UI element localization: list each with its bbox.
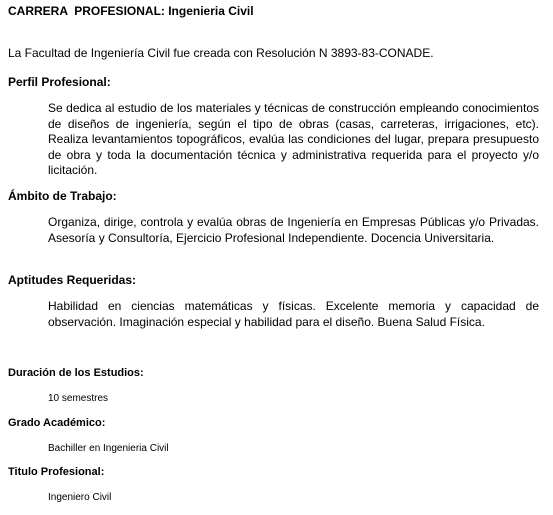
- titulo-value: Ingeniero Civil: [48, 492, 112, 503]
- aptitudes-heading: Aptitudes Requeridas:: [8, 273, 137, 287]
- duracion-value: 10 semestres: [48, 393, 109, 404]
- perfil-heading: Perfil Profesional:: [8, 75, 111, 89]
- intro-text: La Facultad de Ingeniería Civil fue creada con Resolución N 3893-83-CONADE.: [8, 46, 434, 60]
- grado-heading: Grado Académico:: [8, 417, 106, 429]
- ambito-heading: Ámbito de Trabajo:: [8, 189, 117, 203]
- titulo-heading: Titulo Profesional:: [8, 466, 105, 478]
- aptitudes-text: Habilidad en ciencias matemáticas y físicas. Excelente memoria y capacidad de observación. Imaginación especial y habilidad para el diseño. Buena Salud Física.: [48, 299, 539, 329]
- perfil-text: Se dedica al estudio de los materiales y técnicas de construcción empleando conocimientos de diseños de ingeniería, según el tipo de obras (casas, carreteras, irrigaciones, etc). Realiza levantamientos topográficos, evalúa las condiciones del lugar, prepara presupuesto de obra y toda la documentación técnica y administrativa requerida para el proyecto y/o licitación.: [48, 101, 539, 178]
- ambito-text: Organiza, dirige, controla y evalúa obras de Ingeniería en Empresas Públicas y/o Privadas. Asesoría y Consultoría, Ejercicio Profesional Independiente. Docencia Universitaria.: [48, 215, 539, 245]
- grado-value: Bachiller en Ingenieria Civil: [48, 443, 169, 454]
- duracion-heading: Duración de los Estudios:: [8, 367, 144, 379]
- page-title: CARRERA PROFESIONAL: Ingenieria Civil: [8, 4, 254, 18]
